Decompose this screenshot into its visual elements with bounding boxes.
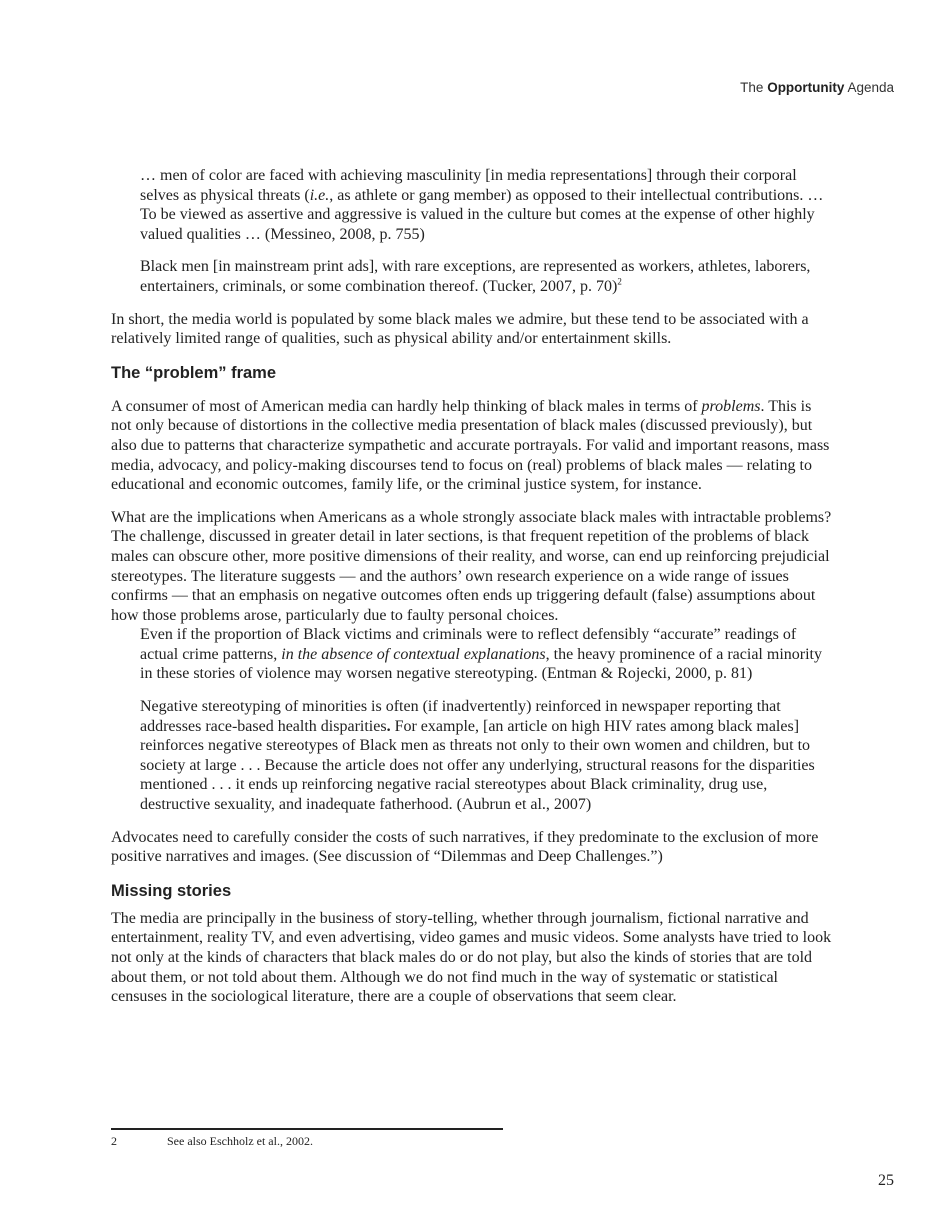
paragraph-implications: What are the implications when Americans as a whole strongly associate black males with intractable problems? The challenge, discussed in greater detail in later sections, is that frequent repetition of the problems of black males can obscure other, more positive dimensions of their reality, and worse, can end up reinforcing prejudicial stereotypes. The literature suggests — and the authors’ own research experience on a wide range of issues confirms — that an emphasis on negative outcomes often ends up triggering default (false) assumptions about how those problems arose, particularly due to faulty personal choices.: [111, 508, 832, 624]
body-content: [111, 166, 833, 1007]
header-suffix: Agenda: [847, 80, 894, 95]
footnote-divider: [111, 1128, 503, 1130]
paragraph-media-storytelling: The media are principally in the business of story-telling, whether through journalism, fictional narrative and entertainment, reality TV, and even advertising, video games and music videos. Some analysts have tried to look not only at the kinds of characters that black males do or do not play, but also the kinds of stories that are told about them, or not told about them. Although we do not find much in the way of systematic or statistical censuses in the sociological literature, there are a couple of observations that seem clear.: [111, 909, 832, 1006]
paragraph-advocates: Advocates need to carefully consider the costs of such narratives, if they predominate to the exclusion of more positive narratives and images. (See discussion of “Dilemmas and Deep Challenges.”): [111, 828, 819, 866]
header-prefix: The: [740, 80, 764, 95]
section-heading-problem-frame: The “problem” frame: [111, 363, 277, 382]
footnote-number: 2: [111, 1134, 117, 1148]
section-heading-missing-stories: Missing stories: [111, 881, 232, 900]
footnote-ref[interactable]: 2: [617, 276, 622, 287]
footnote: [111, 1134, 313, 1148]
running-header: [740, 80, 894, 95]
block-quote-aubrun: Negative stereotyping of minorities is often (if inadvertently) reinforced in newspaper reporting that addresses race-based health disparities. For example, [an article on high HIV rates among black males] reinforces negative stereotypes of Black men as threats not only to their own women and children, but to society at large . . . Because the article does not offer any underlying, structural reasons for the disparities mentioned . . . it ends up reinforcing negative racial stereotypes about Black criminality, drug use, destructive sexuality, and inadequate fatherhood. (Aubrun et al., 2007): [140, 698, 815, 814]
paragraph-in-short: In short, the media world is populated by some black males we admire, but these tend to be associated with a relatively limited range of qualities, such as physical ability and/or entertainment skills.: [111, 310, 809, 348]
block-quote-entman: Even if the proportion of Black victims and criminals were to reflect defensibly “accurate” readings of actual crime patterns, in the absence of contextual explanations, the heavy prominence of a racial minority in these stories of violence may worsen negative stereotyping. (Entman & Rojecki, 2000, p. 81): [140, 626, 822, 683]
footnote-text: See also Eschholz et al., 2002.: [167, 1134, 313, 1148]
block-quote-tucker: Black men [in mainstream print ads], with rare exceptions, are represented as workers, athletes, laborers, entertainers, criminals, or some combination thereof. (Tucker, 2007, p. 70)$^2$: [140, 258, 811, 295]
paragraph-consumer: A consumer of most of American media can hardly help thinking of black males in terms of problems. This is not only because of distortions in the collective media presentation of black males (discussed previously), but also due to patterns that characterize sympathetic and accurate portrayals. For valid and important reasons, mass media, advocacy, and policy-making discourses tend to focus on (real) problems of black males — relating to educational and economic outcomes, family life, or the criminal justice system, for instance.: [111, 397, 830, 494]
page-number: 25: [878, 1172, 894, 1189]
header-brand: Opportunity: [767, 80, 845, 95]
block-quote-messineo: … men of color are faced with achieving masculinity [in media representations] through their corporal selves as physical threats (i.e., as athlete or gang member) as opposed to their intellectual contributions. … To be viewed as assertive and aggressive is valued in the culture but comes at the expense of other highly valued qualities … (Messineo, 2008, p. 755): [140, 167, 824, 243]
